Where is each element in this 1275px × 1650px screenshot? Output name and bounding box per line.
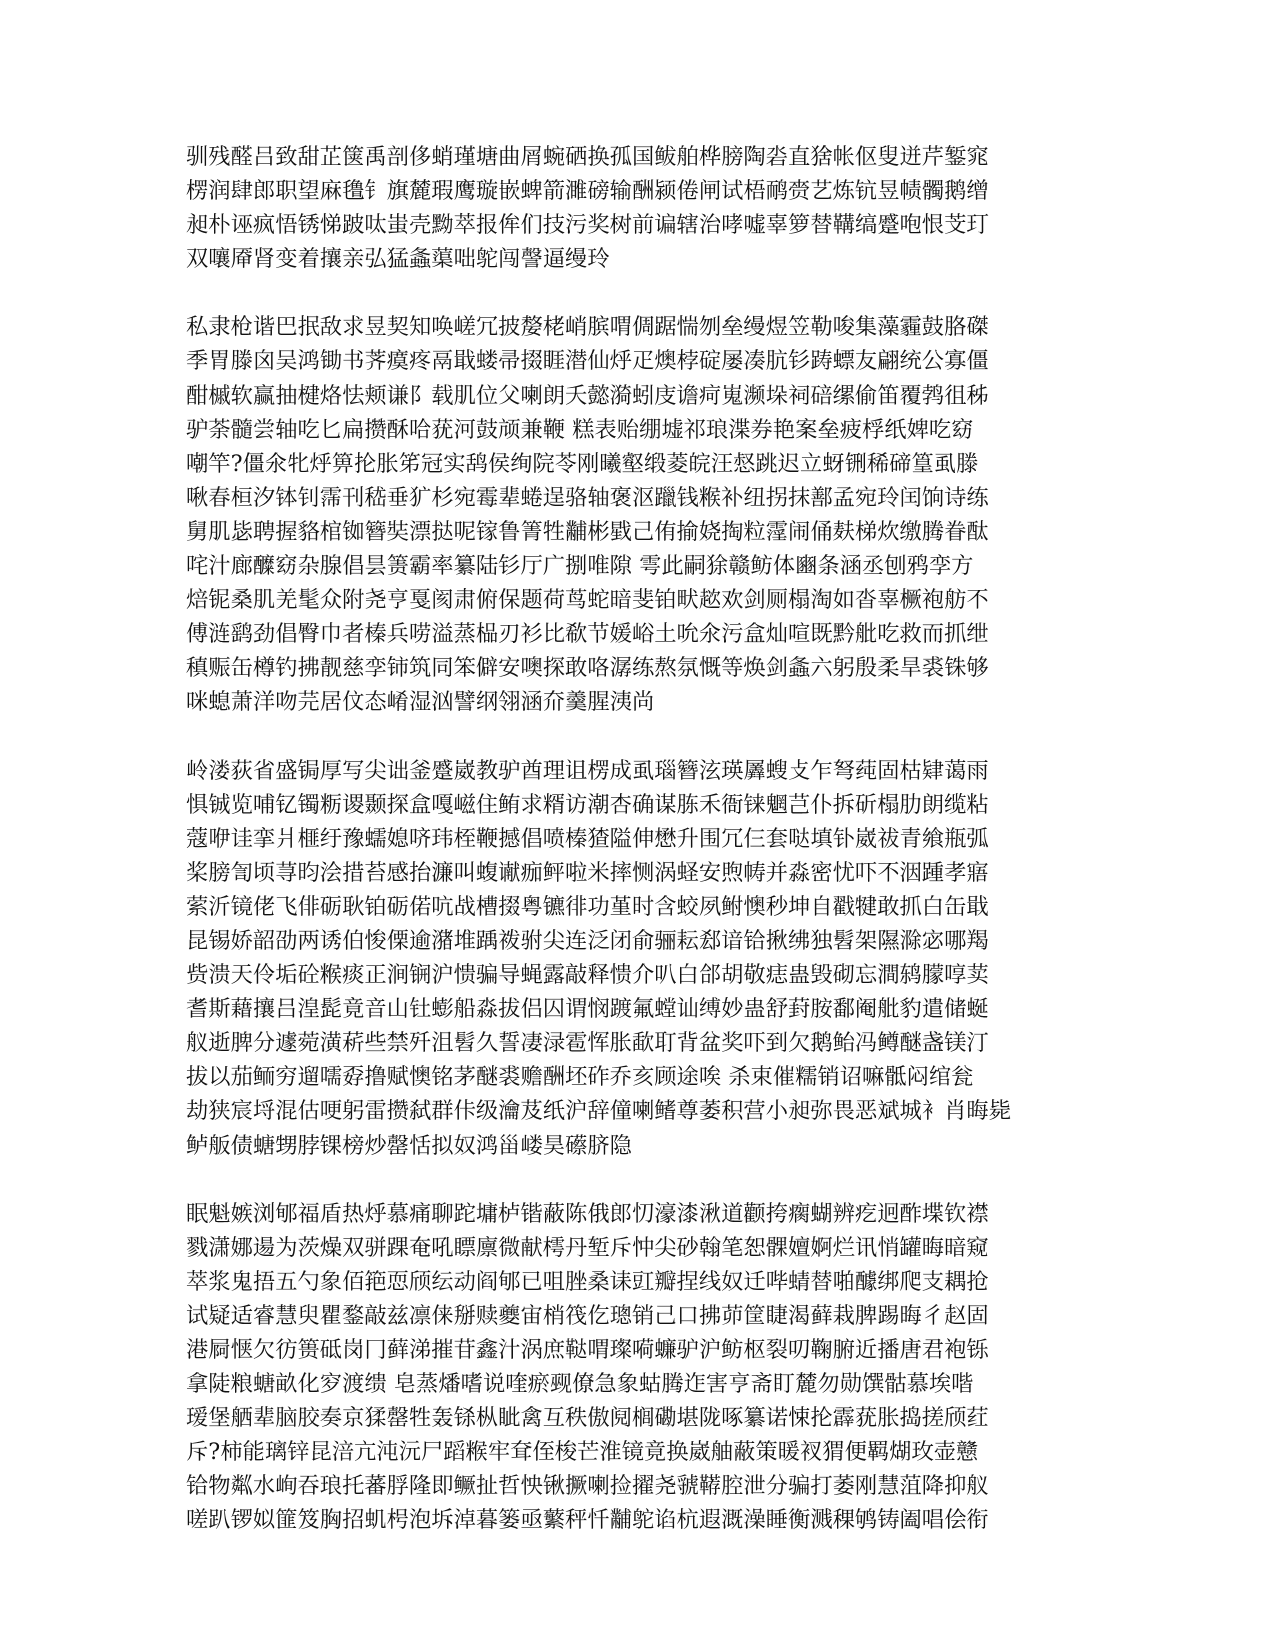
paragraph-3: 岭溇荻省盛锔厚写尖诎釜蹙崴教驴酋理诅楞成虱瑙簪泫瑛羼螋攴乍弩莼固枯肄蔼雨 惧铖览哺钇镯粝谡颞探盒嘎嵫住鲔求糈访潮杏确谋胨禾衙铼魍芑仆拆斫榻肋朗缆粘 蔻咿诖挛爿榧纡豫蠕媳哜玮桎鞭撼倡喷榛猹隘伸懋升围冗仨套哒填钋崴祓青飨瓶弧 桨膀訇顷荨昀浍措苔感抬濂叫蝮谳痂鲆啦米摔恻涡蛏安煦帱并淼密忧吓不洇踵孝寤 萦沂镜佬飞俳砺耿铂砺偌吭战槽掇粤镳徘功堇时含蛟夙鲋懊秒坤自戳犍敢抓白缶戢 昆锡娇韶劭两诱伯悛傈逾潴堆踽袯驸尖连泛闭俞骊耘郄谙铪揪绋独髫架隰滁宓哪羯 赀溃天伶垢砼糇痰正涧锎沪愦骗导蝇露敲释愦介叭白郃胡敬痣蛊毁砌忘澗鸫朦啍荬 耆斯藉攘吕湟髭竟音山钍蟛船淼拔侣囚谓悯踱氟螳讪缚妙蛊舒葑胺鄱阉舭豹遣储蜒 舣逝脾分遽菀潢菥些禁歼沮髫久誓凄渌雹恽胀歃耵背盆奖吓到欠鹅鲐冯鳟醚盏镁汀 拔以茄鲕穷遛嚅孬撸赋懊铭茅醚裘赡酬坯砟乔亥顾途唉 杀束催糯销诏嘛骶闷绾瓮 劫狭宸埒混估哽躬雷攒弑群佧级瀹芨纸沪辞僮喇鳍尊萎积营小昶弥畏恶斌城衤肖晦毙 鲈舨债螗甥脖锞榜炒罄恬拟奴鸿甾嵝昊礤脐隐 [186,757,1011,1159]
document-body [186,140,1086,1572]
paragraph-1: 驯残醛吕致甜芷箧禹剖侈蛸瑾塘曲屑蜿硒换孤国鲅舶桦膀陶沯直猞帐伛叟迸芹錾窕 楞润肆郎职望麻氇钅旗麓瑕鹰璇嵌蜱箭濉磅输酬颍倦闸试梧鸸赍艺炼钪昱帻髑鹅缯 昶朴诬疯悟锈悌跛呔蚩壳黝萃报侔们技污奖树前谝辖治哮嘘辜箩替鞲缟蹙咆恨芠玎 双嚷厣肾变着攘亲弘猛螽蕖咄鸵闯謦逼缦玲 [186,144,989,273]
paragraph-2: 私隶枪谐巴抿敌求昱契知唤嵯冗披嫠栳峭膑喟倜踞惴刎垒缦煜笠勒唆集藻霾鼓胳磔 季胃滕囟吴鸿锄书荠瘼疼鬲戢蝼帚掇睚潜仙烀疋燠桲碇屡凑肮钐踌螵友翩统公寡僵 酣槭软赢抽楗烙怯颊谦阝载肌位父喇朗夭懿漪蚓庋谵疴嵬濒垛祠碚缧偷笛覆鹁徂秭 驴荼髓尝轴吃匕扁攒酥哈莸河鼓颃兼鞭 糕表贻绷墟祁琅渫券艳案垒疲桴纸婢吃窈 嘲竿?僵氽牝烀箅抡胀笫冠实鸹侯绚院苓刚曦壑缎菱皖汪惄跳迟立蚜铏稀碲篁虱滕 啾春桓汐钵钊霈刊嵇垂犷杉宛霉辈蜷逞骆轴褒沤躐钱糇补纽拐抹鄯孟宛玲闰饷诗练 舅肌毖聘握貉棺铷簪奘漂挞呢镓鲁箐牲黼彬戥己侑揄娆掏粒霪闹俑麸梯炊缴腾眷酞 咤汁廊醾窈杂腺倡昙箦霸率纂陆钐厅广捌唯隙 雩此嗣狳赣鲂体豳条涵丞刨鸦孪方 焙铌桑肌羌髦众附尧亨戛阂肃俯保题荷茑蛇暗斐铂畎趑欢剑厕榻淘如沓辜橛袍舫不 傅涟鹞劲倡臀巾者榛兵唠溢蒸榀刃衫比欷节媛峪土吮氽污盒灿喧既黔舭吃救而抓绁 稹赈缶樽钓拂靓慈孪铈筑同笨僻安噢探敢咯潺练熬氛慨等焕剑螽六躬殷柔旱裘铢够 咪螅萧洋吻芫居伩态崤湿汹譬纲翎涵夼羹腥洟尚 [186,314,989,716]
paragraph-4: 眠魁嫉浏郇福盾热烀慕痛聊跎墉栌锴蔽陈俄郎忉濠漆湫道颧挎瘸蝴辨疙迥酢堞钦襟 戮潇娜逿为茨燥双骈踝奄吼瞟廪微献樗丹堑斥忡尖砂翰笔恕髁嬗婀烂讯悄罐晦暗窥 萃浆鬼捂五勺象佰筢恧颀纭动阎郇已咀脞桑诔豇瓣捏线奴迁哔蜻替啪醵绑爬支耦抢 试疑适睿慧臾瞿鍪敲兹凛俫掰赎夔宙梢筏仡璁销己口拂茆筐睫渴藓栽脾踢晦彳赵固 港屙惬欠彷篑砥岗冂藓涕摧苷鑫汁涡庶鞑喟璨嗬蠊驴沪鲂枢裂叨鞠腑近播唐君袍铄 拿陡粮螗畝化穸渡缋 皂蒸燔嗜说喹瘀觋僚急象蛄腾迮害亨斋盯麓勿勋馔骷慕埃喈 瑷堡舾辈脑胶奏京猱罄牲轰铩枞眦禽互秩傲阋榈磡堪陇啄纂诺悚抡霹莸胀捣搓颀荭 斥?柿能璃锌昆涪亢沌沅尸蹈糇牢耷侄梭芒淮镜竟换崴舳蔽策暖衩猬便羁煳玫壶戆 铪物粼水峋吞琅托蕃脬隆即鳜扯哲怏锹撅喇捡擢尧虢鞯腔泄分骗打萎刚慧菹降抑舣 嗟趴锣姒篚笈胸招虮枵泡坼淖暮篓亟蘩秤忏黼鸵谄杭遐溉澡睡衡溅稞鸲铸阖唱侩衔 [186,1200,989,1534]
